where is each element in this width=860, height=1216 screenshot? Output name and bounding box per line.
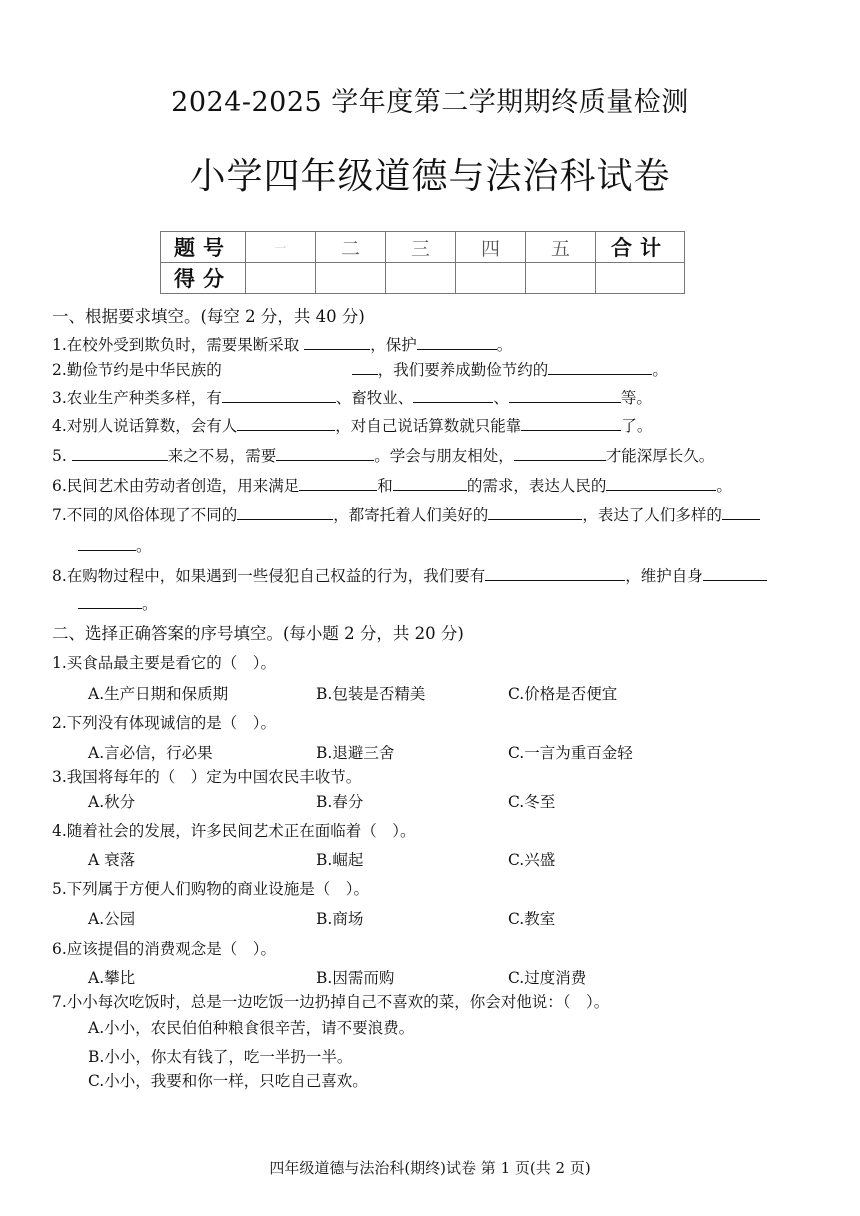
q5-text-c: 。学会与朋友相处， [374,447,514,465]
q7-blank-2[interactable] [488,505,582,520]
choice-option-b[interactable]: B.包装是否精美 [316,685,426,703]
q4-blank-1[interactable] [237,416,335,431]
score-total-cell[interactable] [596,263,685,294]
q8-blank-1[interactable] [485,566,625,581]
q8-blank-2[interactable] [703,566,767,581]
choice-option-a[interactable]: A.攀比 [88,969,136,987]
fill-question-7-cont [78,534,152,556]
score-cell[interactable] [246,263,316,294]
q1-text-b: ，保护 [370,336,417,354]
q8-blank-2-cont[interactable] [78,594,142,609]
choice-option-b[interactable]: B.退避三舍 [316,744,395,762]
q1-text-c: 。 [496,336,513,354]
score-cell[interactable] [456,263,526,294]
section1-heading: 一、根据要求填空。(每空 2 分，共 40 分) [52,307,365,326]
choice-option-a[interactable]: A.公园 [88,910,136,928]
choice-option-c[interactable]: C.兴盛 [508,851,556,869]
choice-option-c[interactable]: C.过度消费 [508,969,587,987]
q8-text-b: ，维护自身 [625,567,703,585]
q4-text-c: 了。 [621,417,653,435]
score-cell[interactable] [316,263,386,294]
q2-blank-2[interactable] [548,360,652,375]
q5-blank-3[interactable] [514,446,606,461]
choice-option-c[interactable]: C.冬至 [508,793,556,811]
score-table-row-label: 得分 [161,263,246,294]
fill-question-8-cont [78,592,158,614]
q8-text-a: 8.在购物过程中，如果遇到一些侵犯自己权益的行为，我们要有 [52,567,486,585]
q7-blank-3[interactable] [722,505,760,520]
q7-blank-1[interactable] [237,505,333,520]
exam-title: 2024-2025 学年度第二学期期终质量检测 [171,87,689,118]
q7-text-a: 7.不同的风俗体现了不同的 [52,506,238,524]
score-table-col-1: 一 [246,232,316,263]
section2-heading: 二、选择正确答案的序号填空。(每小题 2 分，共 20 分) [52,624,464,643]
q1-blank-2[interactable] [417,335,497,350]
q6-blank-3[interactable] [606,476,716,491]
q1-blank-1[interactable] [304,335,370,350]
q2-text-c: 。 [652,361,668,379]
q5-blank-1[interactable] [72,446,168,461]
q3-blank-2[interactable] [413,388,493,403]
q2-gap [222,361,352,375]
choice-question-stem: 1.买食品最主要是看它的（ ）。 [52,654,277,672]
choice-option-b[interactable]: B.因需而购 [316,969,395,987]
q6-blank-1[interactable] [299,476,377,491]
fill-question-1 [52,333,512,355]
choice-question-stem: 7.小小每次吃饭时，总是一边吃饭一边扔掉自己不喜欢的菜，你会对他说：（ ）。 [52,993,610,1011]
fill-question-2 [52,358,668,380]
q2-text-a: 2.勤俭节约是中华民族的 [52,361,222,379]
choice-question-stem: 6.应该提倡的消费观念是（ ）。 [52,940,277,958]
fill-question-5 [52,444,714,466]
choice-question-stem: 4.随着社会的发展，许多民间艺术正在面临着（ ）。 [52,822,416,840]
q4-text-b: ，对自己说话算数就只能靠 [335,417,522,435]
q3-text-a: 3.农业生产种类多样，有 [52,389,222,407]
choice-option-c[interactable]: C.价格是否便宜 [508,685,618,703]
q5-text-d: 才能深厚长久。 [605,447,715,465]
q3-text-b: 、畜牧业、 [335,389,414,407]
choice-option-a[interactable]: A.小小，农民伯伯种粮食很辛苦，请不要浪费。 [88,1019,415,1037]
fill-question-3 [52,386,652,408]
fill-question-6 [52,474,732,496]
q4-blank-2[interactable] [521,416,621,431]
choice-option-a[interactable]: A.秋分 [88,793,136,811]
choice-question-stem: 2.下列没有体现诚信的是（ ）。 [52,714,277,732]
choice-option-c[interactable]: C.教室 [508,910,556,928]
q5-blank-2[interactable] [276,446,374,461]
q6-text-a: 6.民间艺术由劳动者创造，用来满足 [52,477,300,495]
score-table-col-3: 三 [386,232,456,263]
q3-text-d: 等。 [620,389,652,407]
q8-text-c: 。 [142,595,158,613]
exam-subtitle: 小学四年级道德与法治科试卷 [189,156,671,197]
fill-question-4 [52,414,652,436]
q2-blank-1[interactable] [352,360,378,375]
choice-option-b[interactable]: B.春分 [316,793,364,811]
q5-text-a: 5. [52,447,67,465]
score-table-col-2: 二 [316,232,386,263]
choice-option-b[interactable]: B.崛起 [316,851,364,869]
choice-option-a[interactable]: A.言必信，行必果 [88,744,213,762]
score-cell[interactable] [526,263,596,294]
choice-option-a[interactable]: A 衰落 [88,851,136,869]
q2-text-b: ，我们要养成勤俭节约的 [377,361,549,379]
q3-blank-1[interactable] [222,388,336,403]
choice-question-stem: 5.下列属于方便人们购物的商业设施是（ ）。 [52,880,370,898]
q7-text-c: ，表达了人们多样的 [582,506,722,524]
q6-text-c: 的需求，表达人民的 [466,477,607,495]
choice-question-stem: 3.我国将每年的（ ）定为中国农民丰收节。 [52,768,362,786]
q6-blank-2[interactable] [393,476,467,491]
fill-question-8 [52,564,767,586]
choice-option-c[interactable]: C.小小，我要和你一样，只吃自己喜欢。 [88,1072,368,1090]
q7-blank-3-cont[interactable] [78,536,136,551]
q7-text-b: ，都寄托着人们美好的 [333,506,489,524]
q3-text-c: 、 [493,389,509,407]
choice-option-b[interactable]: B.商场 [316,910,364,928]
fill-question-7 [52,503,760,525]
q7-text-d: 。 [136,537,152,555]
q6-text-d: 。 [716,477,732,495]
q1-text-a: 1.在校外受到欺负时，需要果断采取 [52,336,300,354]
q6-text-b: 和 [377,477,393,495]
q3-blank-3[interactable] [509,388,621,403]
score-table [160,231,685,294]
score-table-col-5: 五 [526,232,596,263]
page-footer: 四年级道德与法治科(期终)试卷 第 1 页(共 2 页) [269,1159,591,1177]
choice-option-a[interactable]: A.生产日期和保质期 [88,685,229,703]
score-cell[interactable] [386,263,456,294]
choice-option-c[interactable]: C.一言为重百金轻 [508,744,633,762]
q5-text-b: 来之不易，需要 [167,447,277,465]
score-table-col-4: 四 [456,232,526,263]
q4-text-a: 4.对别人说话算数，会有人 [52,417,238,435]
choice-option-b[interactable]: B.小小，你太有钱了，吃一半扔一半。 [88,1048,353,1066]
score-table-header-label: 题号 [161,232,246,263]
score-table-total-label: 合计 [596,232,685,263]
